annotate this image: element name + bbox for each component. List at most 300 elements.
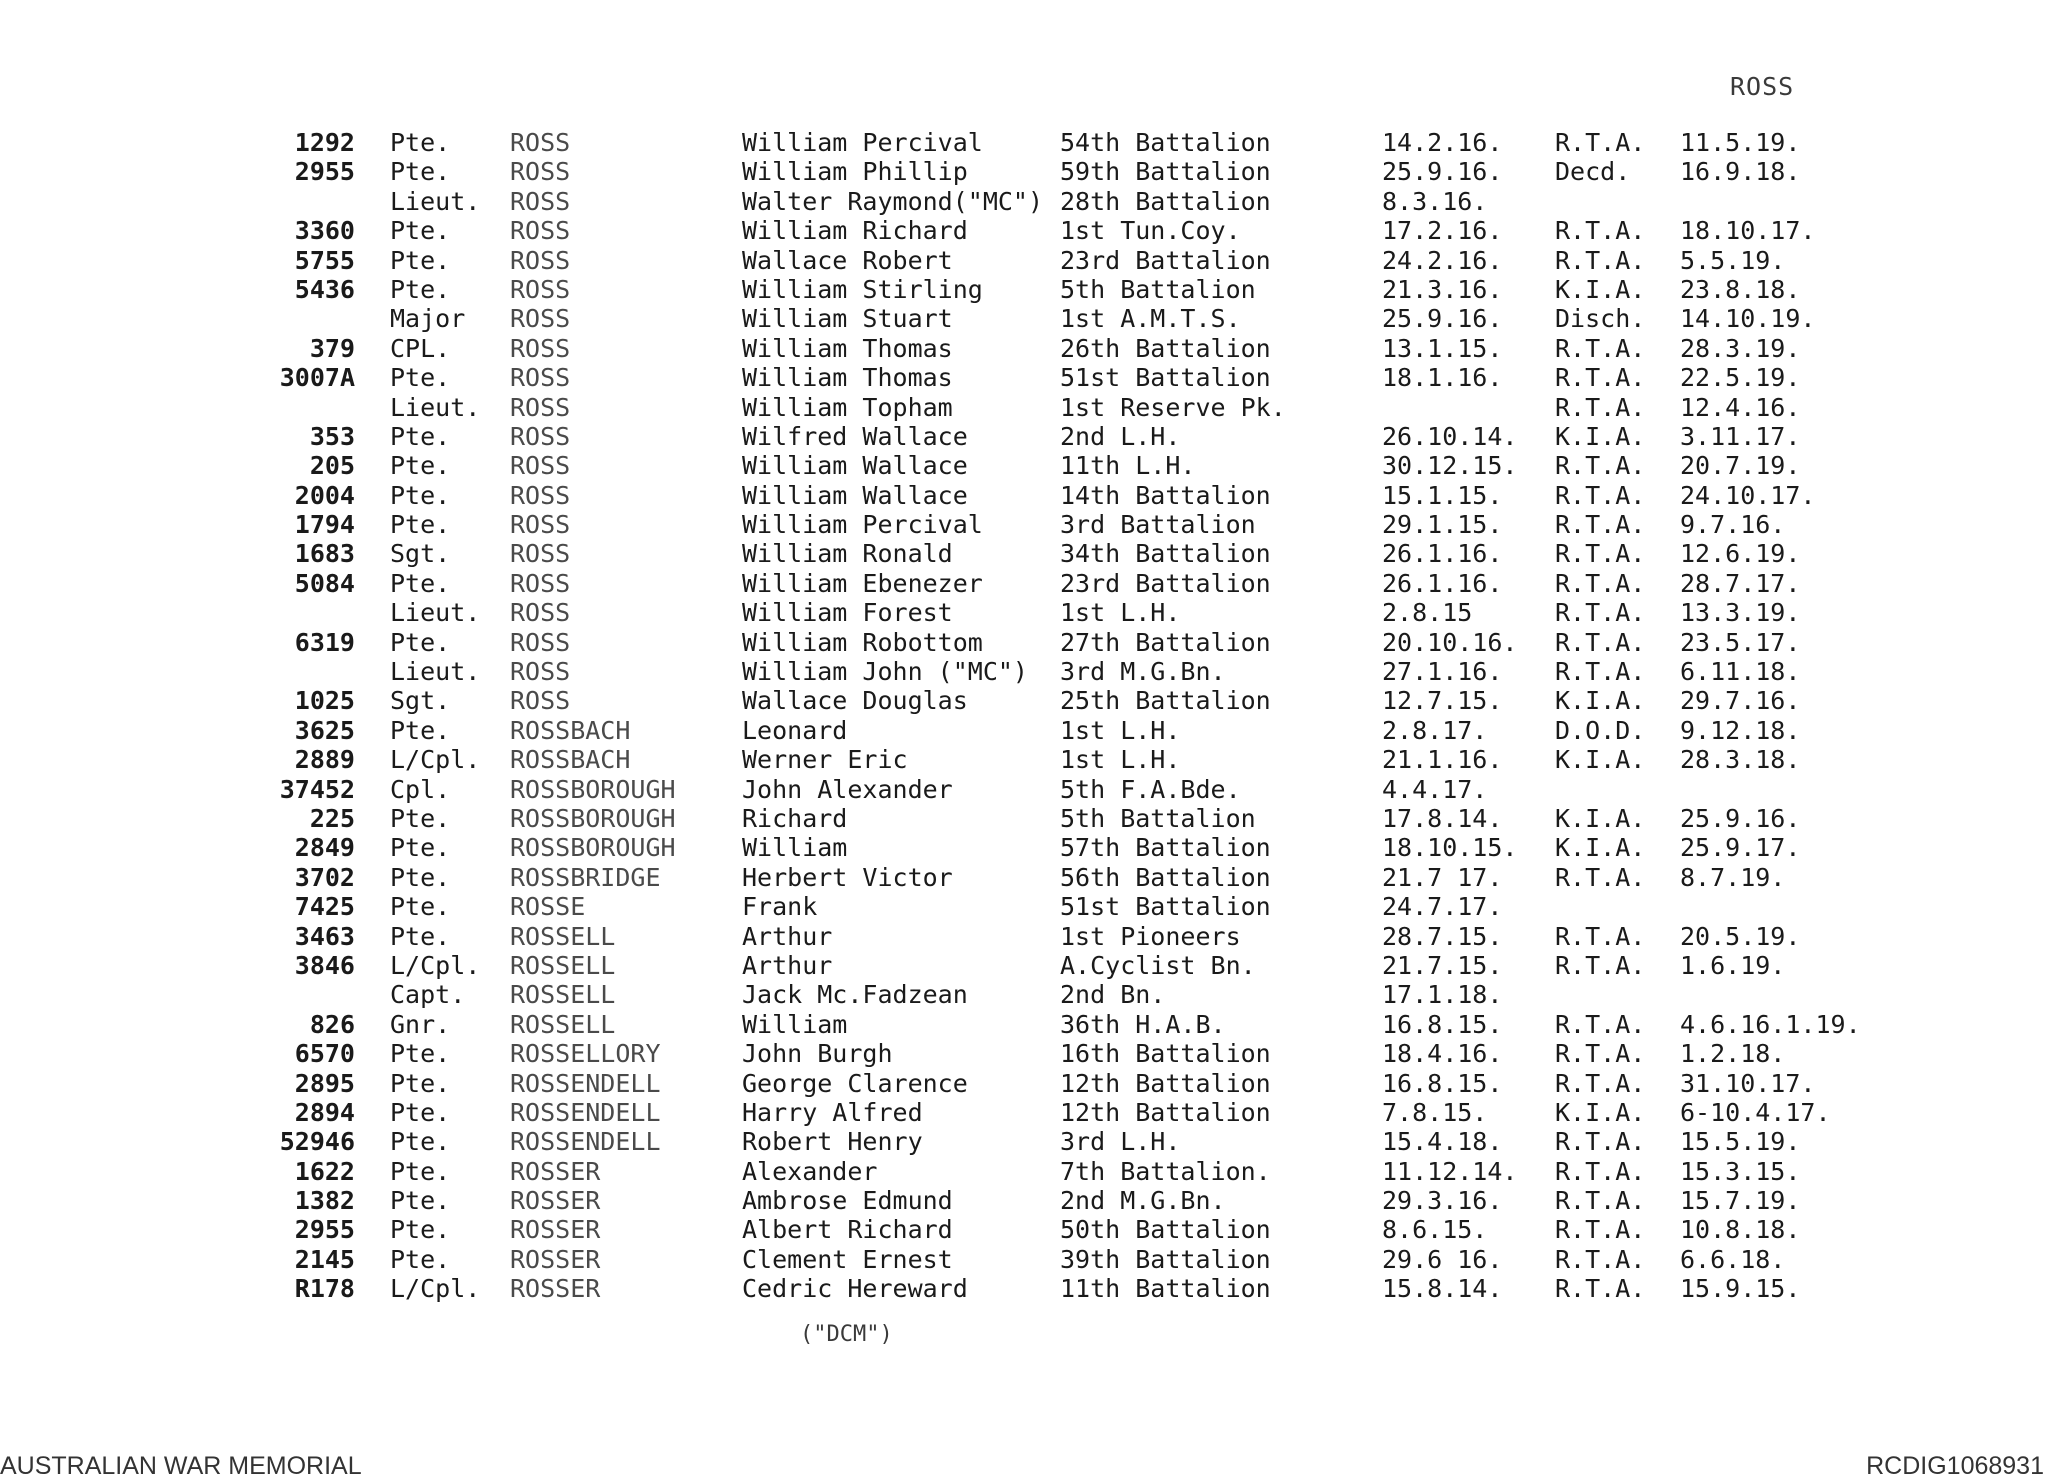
unit-cell: 2nd M.G.Bn.	[1060, 1186, 1226, 1216]
fate-date-cell: 29.7.16.	[1680, 686, 1801, 716]
unit-cell: 56th Battalion	[1060, 862, 1271, 892]
given-names-cell: John Alexander	[742, 774, 953, 804]
fate-date-cell: 28.7.17.	[1680, 568, 1801, 598]
fate-date-cell: 18.10.17.	[1680, 216, 1816, 246]
enlistment-date-cell: 17.2.16.	[1382, 216, 1503, 246]
enlistment-date-cell: 15.4.18.	[1382, 1127, 1503, 1157]
service-number-cell: 205	[309, 451, 355, 481]
service-number-cell: 225	[309, 803, 355, 833]
given-names-cell: Cedric Hereward	[742, 1274, 968, 1304]
enlistment-date-cell: 17.1.18.	[1382, 980, 1503, 1010]
unit-cell: 39th Battalion	[1060, 1244, 1271, 1274]
given-names-cell: William Robottom	[742, 627, 983, 657]
table-row	[0, 892, 2048, 921]
roll-table	[0, 128, 2048, 1304]
fate-cell: R.T.A.	[1555, 657, 1646, 687]
rank-cell: Lieut.	[390, 657, 481, 687]
rank-cell: Pte.	[390, 1068, 451, 1098]
surname-cell: ROSSBACH	[510, 745, 631, 775]
surname-cell: ROSS	[510, 598, 571, 628]
table-row	[0, 246, 2048, 275]
unit-cell: 57th Battalion	[1060, 833, 1271, 863]
given-names-cell: Werner Eric	[742, 745, 908, 775]
enlistment-date-cell: 25.9.16.	[1382, 304, 1503, 334]
service-number-cell: 3360	[294, 216, 355, 246]
unit-cell: 11th L.H.	[1060, 451, 1196, 481]
surname-cell: ROSS	[510, 657, 571, 687]
service-number-cell: 2955	[294, 157, 355, 187]
fate-cell: K.I.A.	[1555, 833, 1646, 863]
fate-date-cell: 9.12.18.	[1680, 715, 1801, 745]
table-row	[0, 1157, 2048, 1186]
table-row	[0, 922, 2048, 951]
unit-cell: 1st L.H.	[1060, 745, 1181, 775]
table-row	[0, 598, 2048, 627]
rank-cell: Sgt.	[390, 539, 451, 569]
footer-document-id: RCDIG1068931	[1866, 1452, 2044, 1480]
award-note: ("DCM")	[800, 1322, 893, 1347]
surname-cell: ROSSE	[510, 892, 586, 922]
fate-cell: R.T.A.	[1555, 1244, 1646, 1274]
enlistment-date-cell: 20.10.16.	[1382, 627, 1518, 657]
table-row	[0, 657, 2048, 686]
fate-cell: R.T.A.	[1555, 333, 1646, 363]
surname-cell: ROSSBOROUGH	[510, 833, 676, 863]
table-row	[0, 304, 2048, 333]
rank-cell: Pte.	[390, 1097, 451, 1127]
surname-tab-header: ROSS	[1730, 72, 1795, 101]
service-number-cell: 826	[309, 1009, 355, 1039]
unit-cell: 36th H.A.B.	[1060, 1009, 1226, 1039]
surname-cell: ROSS	[510, 157, 571, 187]
unit-cell: 51st Battalion	[1060, 363, 1271, 393]
rank-cell: Pte.	[390, 363, 451, 393]
unit-cell: 28th Battalion	[1060, 186, 1271, 216]
surname-cell: ROSSELL	[510, 950, 616, 980]
unit-cell: 1st Pioneers	[1060, 921, 1241, 951]
fate-date-cell: 20.5.19.	[1680, 921, 1801, 951]
service-number-cell: 2849	[294, 833, 355, 863]
enlistment-date-cell: 15.8.14.	[1382, 1274, 1503, 1304]
table-row	[0, 745, 2048, 774]
surname-cell: ROSSBOROUGH	[510, 774, 676, 804]
enlistment-date-cell: 26.1.16.	[1382, 539, 1503, 569]
fate-cell: R.T.A.	[1555, 862, 1646, 892]
unit-cell: 3rd Battalion	[1060, 510, 1256, 540]
unit-cell: 14th Battalion	[1060, 480, 1271, 510]
enlistment-date-cell: 18.4.16.	[1382, 1039, 1503, 1069]
surname-cell: ROSS	[510, 245, 571, 275]
given-names-cell: George Clarence	[742, 1068, 968, 1098]
unit-cell: 1st L.H.	[1060, 598, 1181, 628]
unit-cell: 54th Battalion	[1060, 128, 1271, 157]
unit-cell: 1st Reserve Pk.	[1060, 392, 1286, 422]
table-row	[0, 1127, 2048, 1156]
given-names-cell: Herbert Victor	[742, 862, 953, 892]
table-row	[0, 451, 2048, 480]
rank-cell: Pte.	[390, 510, 451, 540]
unit-cell: 2nd Bn.	[1060, 980, 1166, 1010]
given-names-cell: Harry Alfred	[742, 1097, 923, 1127]
surname-cell: ROSSBOROUGH	[510, 803, 676, 833]
service-number-cell: 2004	[294, 480, 355, 510]
given-names-cell: Walter Raymond("MC")	[742, 186, 1044, 216]
unit-cell: A.Cyclist Bn.	[1060, 950, 1256, 980]
given-names-cell: Richard	[742, 803, 848, 833]
fate-date-cell: 6.11.18.	[1680, 657, 1801, 687]
given-names-cell: Albert Richard	[742, 1215, 953, 1245]
given-names-cell: William Percival	[742, 128, 983, 157]
surname-cell: ROSSER	[510, 1156, 601, 1186]
service-number-cell: 2955	[294, 1215, 355, 1245]
given-names-cell: Ambrose Edmund	[742, 1186, 953, 1216]
service-number-cell: 37452	[279, 774, 355, 804]
fate-cell: D.O.D.	[1555, 715, 1646, 745]
rank-cell: Pte.	[390, 157, 451, 187]
given-names-cell: William Thomas	[742, 333, 953, 363]
enlistment-date-cell: 2.8.15	[1382, 598, 1473, 628]
surname-cell: ROSS	[510, 333, 571, 363]
surname-cell: ROSSELL	[510, 1009, 616, 1039]
fate-date-cell: 25.9.17.	[1680, 833, 1801, 863]
footer-institution: AUSTRALIAN WAR MEMORIAL	[0, 1452, 362, 1480]
fate-cell: R.T.A.	[1555, 392, 1646, 422]
given-names-cell: William Forest	[742, 598, 953, 628]
fate-date-cell: 23.8.18.	[1680, 274, 1801, 304]
enlistment-date-cell: 4.4.17.	[1382, 774, 1488, 804]
surname-cell: ROSSELL	[510, 980, 616, 1010]
service-number-cell: 1683	[294, 539, 355, 569]
enlistment-date-cell: 26.1.16.	[1382, 568, 1503, 598]
fate-date-cell: 1.6.19.	[1680, 950, 1786, 980]
fate-date-cell: 12.6.19.	[1680, 539, 1801, 569]
rank-cell: Gnr.	[390, 1009, 451, 1039]
rank-cell: Pte.	[390, 1186, 451, 1216]
fate-date-cell: 12.4.16.	[1680, 392, 1801, 422]
fate-date-cell: 4.6.16.1.19.	[1680, 1009, 1861, 1039]
rank-cell: Pte.	[390, 245, 451, 275]
rank-cell: Pte.	[390, 833, 451, 863]
enlistment-date-cell: 18.1.16.	[1382, 363, 1503, 393]
unit-cell: 23rd Battalion	[1060, 245, 1271, 275]
given-names-cell: William Stirling	[742, 274, 983, 304]
table-row	[0, 128, 2048, 157]
unit-cell: 1st A.M.T.S.	[1060, 304, 1241, 334]
service-number-cell: 2889	[294, 745, 355, 775]
fate-cell: R.T.A.	[1555, 568, 1646, 598]
fate-cell: K.I.A.	[1555, 686, 1646, 716]
enlistment-date-cell: 29.1.15.	[1382, 510, 1503, 540]
fate-cell: R.T.A.	[1555, 950, 1646, 980]
table-row	[0, 510, 2048, 539]
service-number-cell: 1382	[294, 1186, 355, 1216]
table-row	[0, 275, 2048, 304]
surname-cell: ROSS	[510, 216, 571, 246]
given-names-cell: Jack Mc.Fadzean	[742, 980, 968, 1010]
service-number-cell: 3625	[294, 715, 355, 745]
given-names-cell: William Ronald	[742, 539, 953, 569]
enlistment-date-cell: 15.1.15.	[1382, 480, 1503, 510]
service-number-cell: 2894	[294, 1097, 355, 1127]
surname-cell: ROSS	[510, 510, 571, 540]
fate-cell: R.T.A.	[1555, 451, 1646, 481]
given-names-cell: Leonard	[742, 715, 848, 745]
fate-cell: R.T.A.	[1555, 128, 1646, 157]
surname-cell: ROSSELL	[510, 921, 616, 951]
fate-date-cell: 23.5.17.	[1680, 627, 1801, 657]
fate-cell: R.T.A.	[1555, 480, 1646, 510]
table-row	[0, 716, 2048, 745]
fate-cell: R.T.A.	[1555, 1274, 1646, 1304]
fate-cell: R.T.A.	[1555, 627, 1646, 657]
enlistment-date-cell: 27.1.16.	[1382, 657, 1503, 687]
rank-cell: Lieut.	[390, 186, 481, 216]
enlistment-date-cell: 28.7.15.	[1382, 921, 1503, 951]
rank-cell: Pte.	[390, 274, 451, 304]
fate-cell: R.T.A.	[1555, 539, 1646, 569]
table-row	[0, 1069, 2048, 1098]
surname-cell: ROSSER	[510, 1186, 601, 1216]
service-number-cell: 1622	[294, 1156, 355, 1186]
given-names-cell: William Percival	[742, 510, 983, 540]
table-row	[0, 1215, 2048, 1244]
rank-cell: Pte.	[390, 421, 451, 451]
fate-date-cell: 28.3.19.	[1680, 333, 1801, 363]
table-row	[0, 1274, 2048, 1303]
given-names-cell: Wilfred Wallace	[742, 421, 968, 451]
fate-cell: R.T.A.	[1555, 363, 1646, 393]
table-row	[0, 775, 2048, 804]
service-number-cell: 3463	[294, 921, 355, 951]
service-number-cell: 5084	[294, 568, 355, 598]
fate-cell: R.T.A.	[1555, 1215, 1646, 1245]
service-number-cell: 5436	[294, 274, 355, 304]
rank-cell: Pte.	[390, 1156, 451, 1186]
enlistment-date-cell: 14.2.16.	[1382, 128, 1503, 157]
fate-date-cell: 9.7.16.	[1680, 510, 1786, 540]
surname-cell: ROSSENDELL	[510, 1068, 661, 1098]
fate-date-cell: 15.9.15.	[1680, 1274, 1801, 1304]
enlistment-date-cell: 16.8.15.	[1382, 1068, 1503, 1098]
enlistment-date-cell: 29.3.16.	[1382, 1186, 1503, 1216]
enlistment-date-cell: 8.3.16.	[1382, 186, 1488, 216]
fate-cell: R.T.A.	[1555, 1156, 1646, 1186]
fate-cell: R.T.A.	[1555, 1127, 1646, 1157]
rank-cell: Pte.	[390, 568, 451, 598]
table-row	[0, 334, 2048, 363]
table-row	[0, 569, 2048, 598]
fate-date-cell: 8.7.19.	[1680, 862, 1786, 892]
table-row	[0, 157, 2048, 186]
rank-cell: Sgt.	[390, 686, 451, 716]
enlistment-date-cell: 21.7 17.	[1382, 862, 1503, 892]
enlistment-date-cell: 8.6.15.	[1382, 1215, 1488, 1245]
rank-cell: Pte.	[390, 1039, 451, 1069]
rank-cell: Pte.	[390, 862, 451, 892]
fate-date-cell: 15.3.15.	[1680, 1156, 1801, 1186]
rank-cell: CPL.	[390, 333, 451, 363]
rank-cell: Major	[390, 304, 466, 334]
enlistment-date-cell: 26.10.14.	[1382, 421, 1518, 451]
rank-cell: Pte.	[390, 715, 451, 745]
service-number-cell: 52946	[279, 1127, 355, 1157]
fate-date-cell: 20.7.19.	[1680, 451, 1801, 481]
given-names-cell: Wallace Robert	[742, 245, 953, 275]
rank-cell: Pte.	[390, 451, 451, 481]
given-names-cell: William Wallace	[742, 480, 968, 510]
surname-cell: ROSS	[510, 480, 571, 510]
fate-cell: R.T.A.	[1555, 216, 1646, 246]
fate-date-cell: 22.5.19.	[1680, 363, 1801, 393]
surname-cell: ROSS	[510, 627, 571, 657]
unit-cell: 51st Battalion	[1060, 892, 1271, 922]
given-names-cell: William Topham	[742, 392, 953, 422]
enlistment-date-cell: 21.7.15.	[1382, 950, 1503, 980]
rank-cell: L/Cpl.	[390, 1274, 481, 1304]
fate-date-cell: 16.9.18.	[1680, 157, 1801, 187]
service-number-cell: 1794	[294, 510, 355, 540]
service-number-cell: 1292	[294, 128, 355, 157]
table-row	[0, 481, 2048, 510]
fate-date-cell: 6-10.4.17.	[1680, 1097, 1831, 1127]
service-number-cell: 3007A	[279, 363, 355, 393]
surname-cell: ROSSER	[510, 1244, 601, 1274]
given-names-cell: Robert Henry	[742, 1127, 923, 1157]
surname-cell: ROSS	[510, 539, 571, 569]
surname-cell: ROSS	[510, 128, 571, 157]
unit-cell: 27th Battalion	[1060, 627, 1271, 657]
surname-cell: ROSS	[510, 568, 571, 598]
enlistment-date-cell: 30.12.15.	[1382, 451, 1518, 481]
fate-date-cell: 31.10.17.	[1680, 1068, 1816, 1098]
table-row	[0, 539, 2048, 568]
enlistment-date-cell: 24.7.17.	[1382, 892, 1503, 922]
table-row	[0, 187, 2048, 216]
surname-cell: ROSS	[510, 686, 571, 716]
table-row	[0, 686, 2048, 715]
service-number-cell: 353	[309, 421, 355, 451]
unit-cell: 3rd M.G.Bn.	[1060, 657, 1226, 687]
given-names-cell: William Ebenezer	[742, 568, 983, 598]
fate-cell: K.I.A.	[1555, 745, 1646, 775]
enlistment-date-cell: 12.7.15.	[1382, 686, 1503, 716]
unit-cell: 5th F.A.Bde.	[1060, 774, 1241, 804]
rank-cell: L/Cpl.	[390, 745, 481, 775]
fate-cell: Decd.	[1555, 157, 1631, 187]
fate-date-cell: 13.3.19.	[1680, 598, 1801, 628]
given-names-cell: William Wallace	[742, 451, 968, 481]
table-row	[0, 1010, 2048, 1039]
surname-cell: ROSSER	[510, 1215, 601, 1245]
fate-cell: R.T.A.	[1555, 1009, 1646, 1039]
surname-cell: ROSS	[510, 363, 571, 393]
table-row	[0, 1245, 2048, 1274]
given-names-cell: William	[742, 833, 848, 863]
enlistment-date-cell: 21.3.16.	[1382, 274, 1503, 304]
fate-date-cell: 6.6.18.	[1680, 1244, 1786, 1274]
unit-cell: 59th Battalion	[1060, 157, 1271, 187]
table-row	[0, 216, 2048, 245]
given-names-cell: Alexander	[742, 1156, 878, 1186]
surname-cell: ROSS	[510, 451, 571, 481]
unit-cell: 23rd Battalion	[1060, 568, 1271, 598]
surname-cell: ROSS	[510, 392, 571, 422]
enlistment-date-cell: 7.8.15.	[1382, 1097, 1488, 1127]
rank-cell: Cpl.	[390, 774, 451, 804]
unit-cell: 26th Battalion	[1060, 333, 1271, 363]
given-names-cell: John Burgh	[742, 1039, 893, 1069]
service-number-cell: 2145	[294, 1244, 355, 1274]
enlistment-date-cell: 16.8.15.	[1382, 1009, 1503, 1039]
unit-cell: 2nd L.H.	[1060, 421, 1181, 451]
rank-cell: Pte.	[390, 128, 451, 157]
rank-cell: Lieut.	[390, 598, 481, 628]
given-names-cell: William	[742, 1009, 848, 1039]
service-number-cell: 3702	[294, 862, 355, 892]
table-row	[0, 393, 2048, 422]
surname-cell: ROSSER	[510, 1274, 601, 1304]
fate-cell: K.I.A.	[1555, 421, 1646, 451]
unit-cell: 5th Battalion	[1060, 274, 1256, 304]
fate-cell: R.T.A.	[1555, 1068, 1646, 1098]
fate-date-cell: 10.8.18.	[1680, 1215, 1801, 1245]
table-row	[0, 628, 2048, 657]
given-names-cell: Frank	[742, 892, 818, 922]
rank-cell: Pte.	[390, 1127, 451, 1157]
fate-cell: R.T.A.	[1555, 510, 1646, 540]
rank-cell: Pte.	[390, 892, 451, 922]
fate-date-cell: 24.10.17.	[1680, 480, 1816, 510]
fate-date-cell: 11.5.19.	[1680, 128, 1801, 157]
given-names-cell: William Richard	[742, 216, 968, 246]
unit-cell: 16th Battalion	[1060, 1039, 1271, 1069]
unit-cell: 1st Tun.Coy.	[1060, 216, 1241, 246]
service-number-cell: 6319	[294, 627, 355, 657]
given-names-cell: William Phillip	[742, 157, 968, 187]
unit-cell: 3rd L.H.	[1060, 1127, 1181, 1157]
fate-date-cell: 25.9.16.	[1680, 803, 1801, 833]
service-number-cell: 2895	[294, 1068, 355, 1098]
table-row	[0, 422, 2048, 451]
surname-cell: ROSS	[510, 274, 571, 304]
given-names-cell: William Stuart	[742, 304, 953, 334]
surname-cell: ROSSBACH	[510, 715, 631, 745]
fate-date-cell: 3.11.17.	[1680, 421, 1801, 451]
given-names-cell: Clement Ernest	[742, 1244, 953, 1274]
table-row	[0, 1039, 2048, 1068]
unit-cell: 11th Battalion	[1060, 1274, 1271, 1304]
table-row	[0, 804, 2048, 833]
unit-cell: 1st L.H.	[1060, 715, 1181, 745]
rank-cell: Pte.	[390, 480, 451, 510]
rank-cell: Pte.	[390, 1244, 451, 1274]
fate-cell: R.T.A.	[1555, 1039, 1646, 1069]
fate-date-cell: 15.5.19.	[1680, 1127, 1801, 1157]
rank-cell: Pte.	[390, 803, 451, 833]
rank-cell: Lieut.	[390, 392, 481, 422]
enlistment-date-cell: 18.10.15.	[1382, 833, 1518, 863]
table-row	[0, 980, 2048, 1009]
enlistment-date-cell: 13.1.15.	[1382, 333, 1503, 363]
fate-cell: Disch.	[1555, 304, 1646, 334]
service-number-cell: 379	[309, 333, 355, 363]
table-row	[0, 863, 2048, 892]
unit-cell: 12th Battalion	[1060, 1097, 1271, 1127]
fate-cell: R.T.A.	[1555, 245, 1646, 275]
rank-cell: Pte.	[390, 1215, 451, 1245]
table-row	[0, 951, 2048, 980]
enlistment-date-cell: 24.2.16.	[1382, 245, 1503, 275]
